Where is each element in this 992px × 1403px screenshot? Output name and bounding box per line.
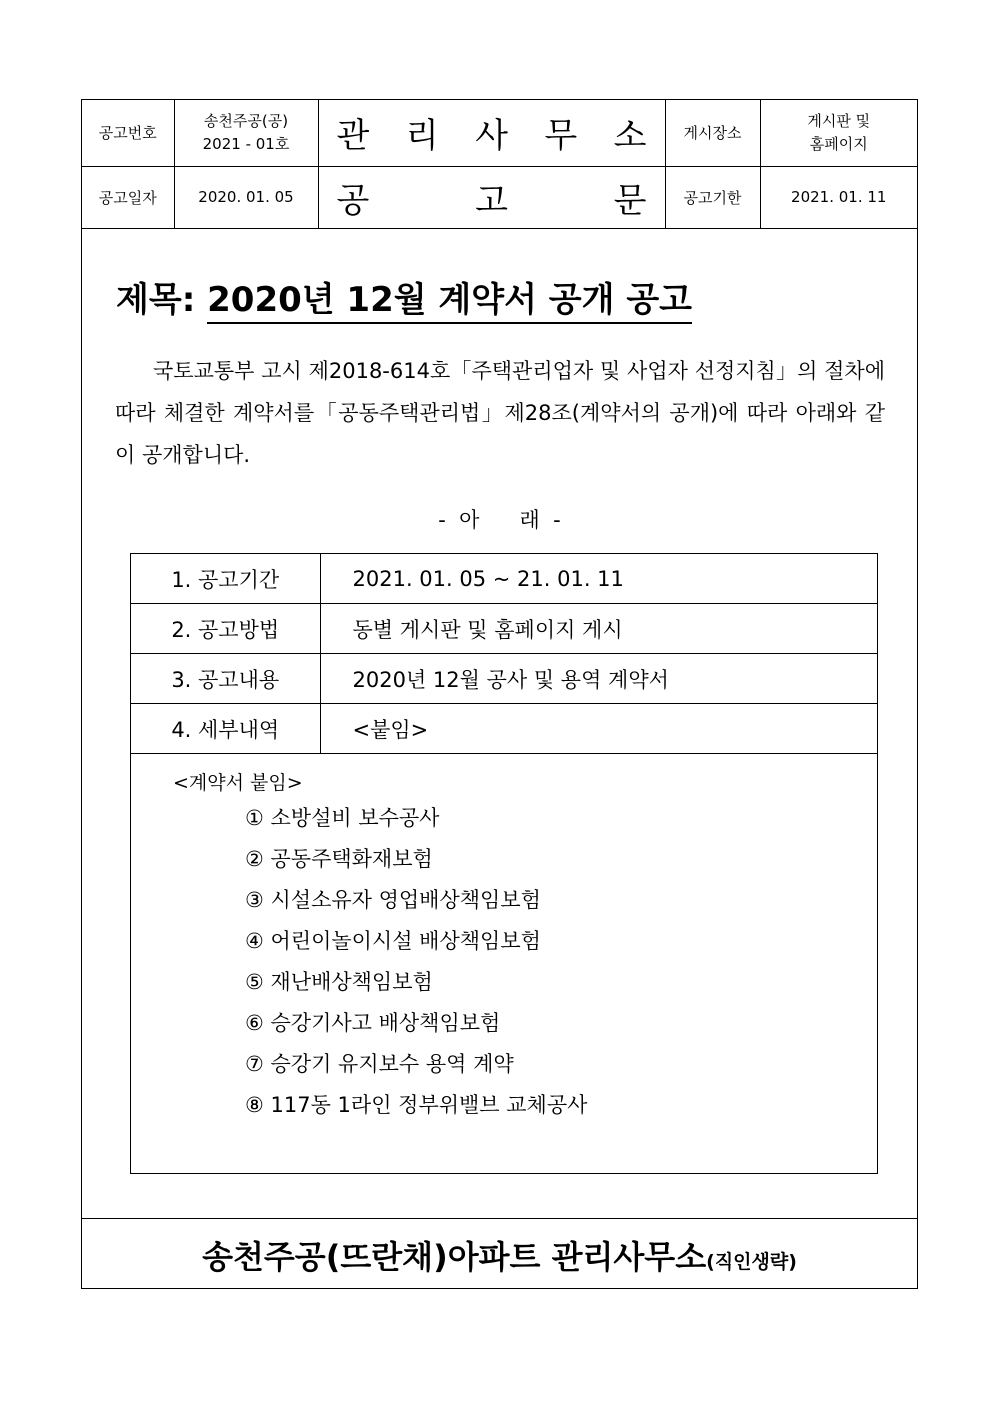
office-char: 관	[336, 116, 370, 157]
attachment-item: ⑦ 승강기 유지보수 용역 계약	[245, 1052, 514, 1076]
title-text: 2020년 12월 계약서 공개 공고	[207, 280, 692, 324]
office-char: 무	[544, 116, 578, 157]
attachment-item: ① 소방설비 보수공사	[245, 806, 440, 830]
detail-label: 4. 세부내역	[131, 704, 320, 754]
detail-label: 2. 공고방법	[131, 604, 320, 654]
detail-value: <붙임>	[320, 704, 877, 754]
posting-place-line1: 게시판 및	[807, 111, 871, 130]
title-prefix: 제목:	[116, 280, 208, 320]
footer-divider	[82, 1218, 917, 1219]
details-box	[130, 553, 878, 1174]
notice-number-label: 공고번호	[82, 100, 174, 166]
deadline-value: 2021. 01. 11	[760, 166, 917, 228]
office-char: 사	[475, 116, 508, 157]
attachment-item: ③ 시설소유자 영업배상책임보험	[245, 888, 541, 912]
body-paragraph	[115, 350, 885, 476]
detail-value: 동별 게시판 및 홈페이지 게시	[320, 604, 877, 654]
document-title	[116, 272, 692, 321]
notice-header-table	[82, 100, 917, 229]
footer-seal-note: (직인생략)	[706, 1251, 797, 1273]
deadline-label: 공고기한	[665, 166, 760, 228]
arae-heading: - 아 래 -	[438, 508, 561, 532]
office-char: 소	[613, 116, 647, 157]
detail-row	[131, 604, 877, 654]
attachments-list	[245, 798, 587, 1126]
posting-place-value	[760, 100, 917, 166]
notice-heading	[318, 166, 665, 228]
posting-place-line2: 홈페이지	[809, 134, 868, 153]
notice-number-line1: 송천주공(공)	[203, 111, 289, 130]
notice-number-value	[174, 100, 318, 166]
detail-label: 1. 공고기간	[131, 554, 320, 604]
detail-value: 2021. 01. 05 ~ 21. 01. 11	[320, 554, 877, 604]
attachment-item: ② 공동주택화재보험	[245, 847, 433, 871]
detail-value: 2020년 12월 공사 및 용역 계약서	[320, 654, 877, 704]
footer-signature	[82, 1232, 917, 1278]
posting-place-label: 게시장소	[665, 100, 760, 166]
attachment-item: ⑧ 117동 1라인 정부위밸브 교체공사	[245, 1093, 588, 1117]
footer-office-name: 송천주공(뜨란채)아파트 관리사무소	[202, 1238, 707, 1276]
detail-row	[131, 704, 877, 754]
attachments-title: <계약서 붙임>	[173, 772, 303, 794]
notice-document	[81, 99, 918, 1289]
office-char: 리	[405, 116, 439, 157]
office-heading	[318, 100, 665, 166]
notice-date-label: 공고일자	[82, 166, 174, 228]
details-table	[131, 554, 877, 754]
notice-char: 공	[336, 180, 370, 221]
attachment-item: ⑥ 승강기사고 배상책임보험	[245, 1011, 501, 1035]
body-paragraph-text: 국토교통부 고시 제2018-614호「주택관리업자 및 사업자 선정지침」의 절차에 따라 체결한 계약서를「공동주택관리법」제28조(계약서의 공개)에 따라 아래와 같이 공개합니다.	[115, 359, 885, 467]
notice-char: 고	[475, 180, 508, 221]
detail-row	[131, 654, 877, 704]
detail-label: 3. 공고내용	[131, 654, 320, 704]
attachment-item: ④ 어린이놀이시설 배상책임보험	[245, 929, 541, 953]
notice-date-value: 2020. 01. 05	[174, 166, 318, 228]
attachment-item: ⑤ 재난배상책임보험	[245, 970, 433, 994]
notice-char: 문	[613, 180, 647, 221]
detail-row	[131, 554, 877, 604]
notice-number-line2: 2021 - 01호	[202, 134, 290, 153]
